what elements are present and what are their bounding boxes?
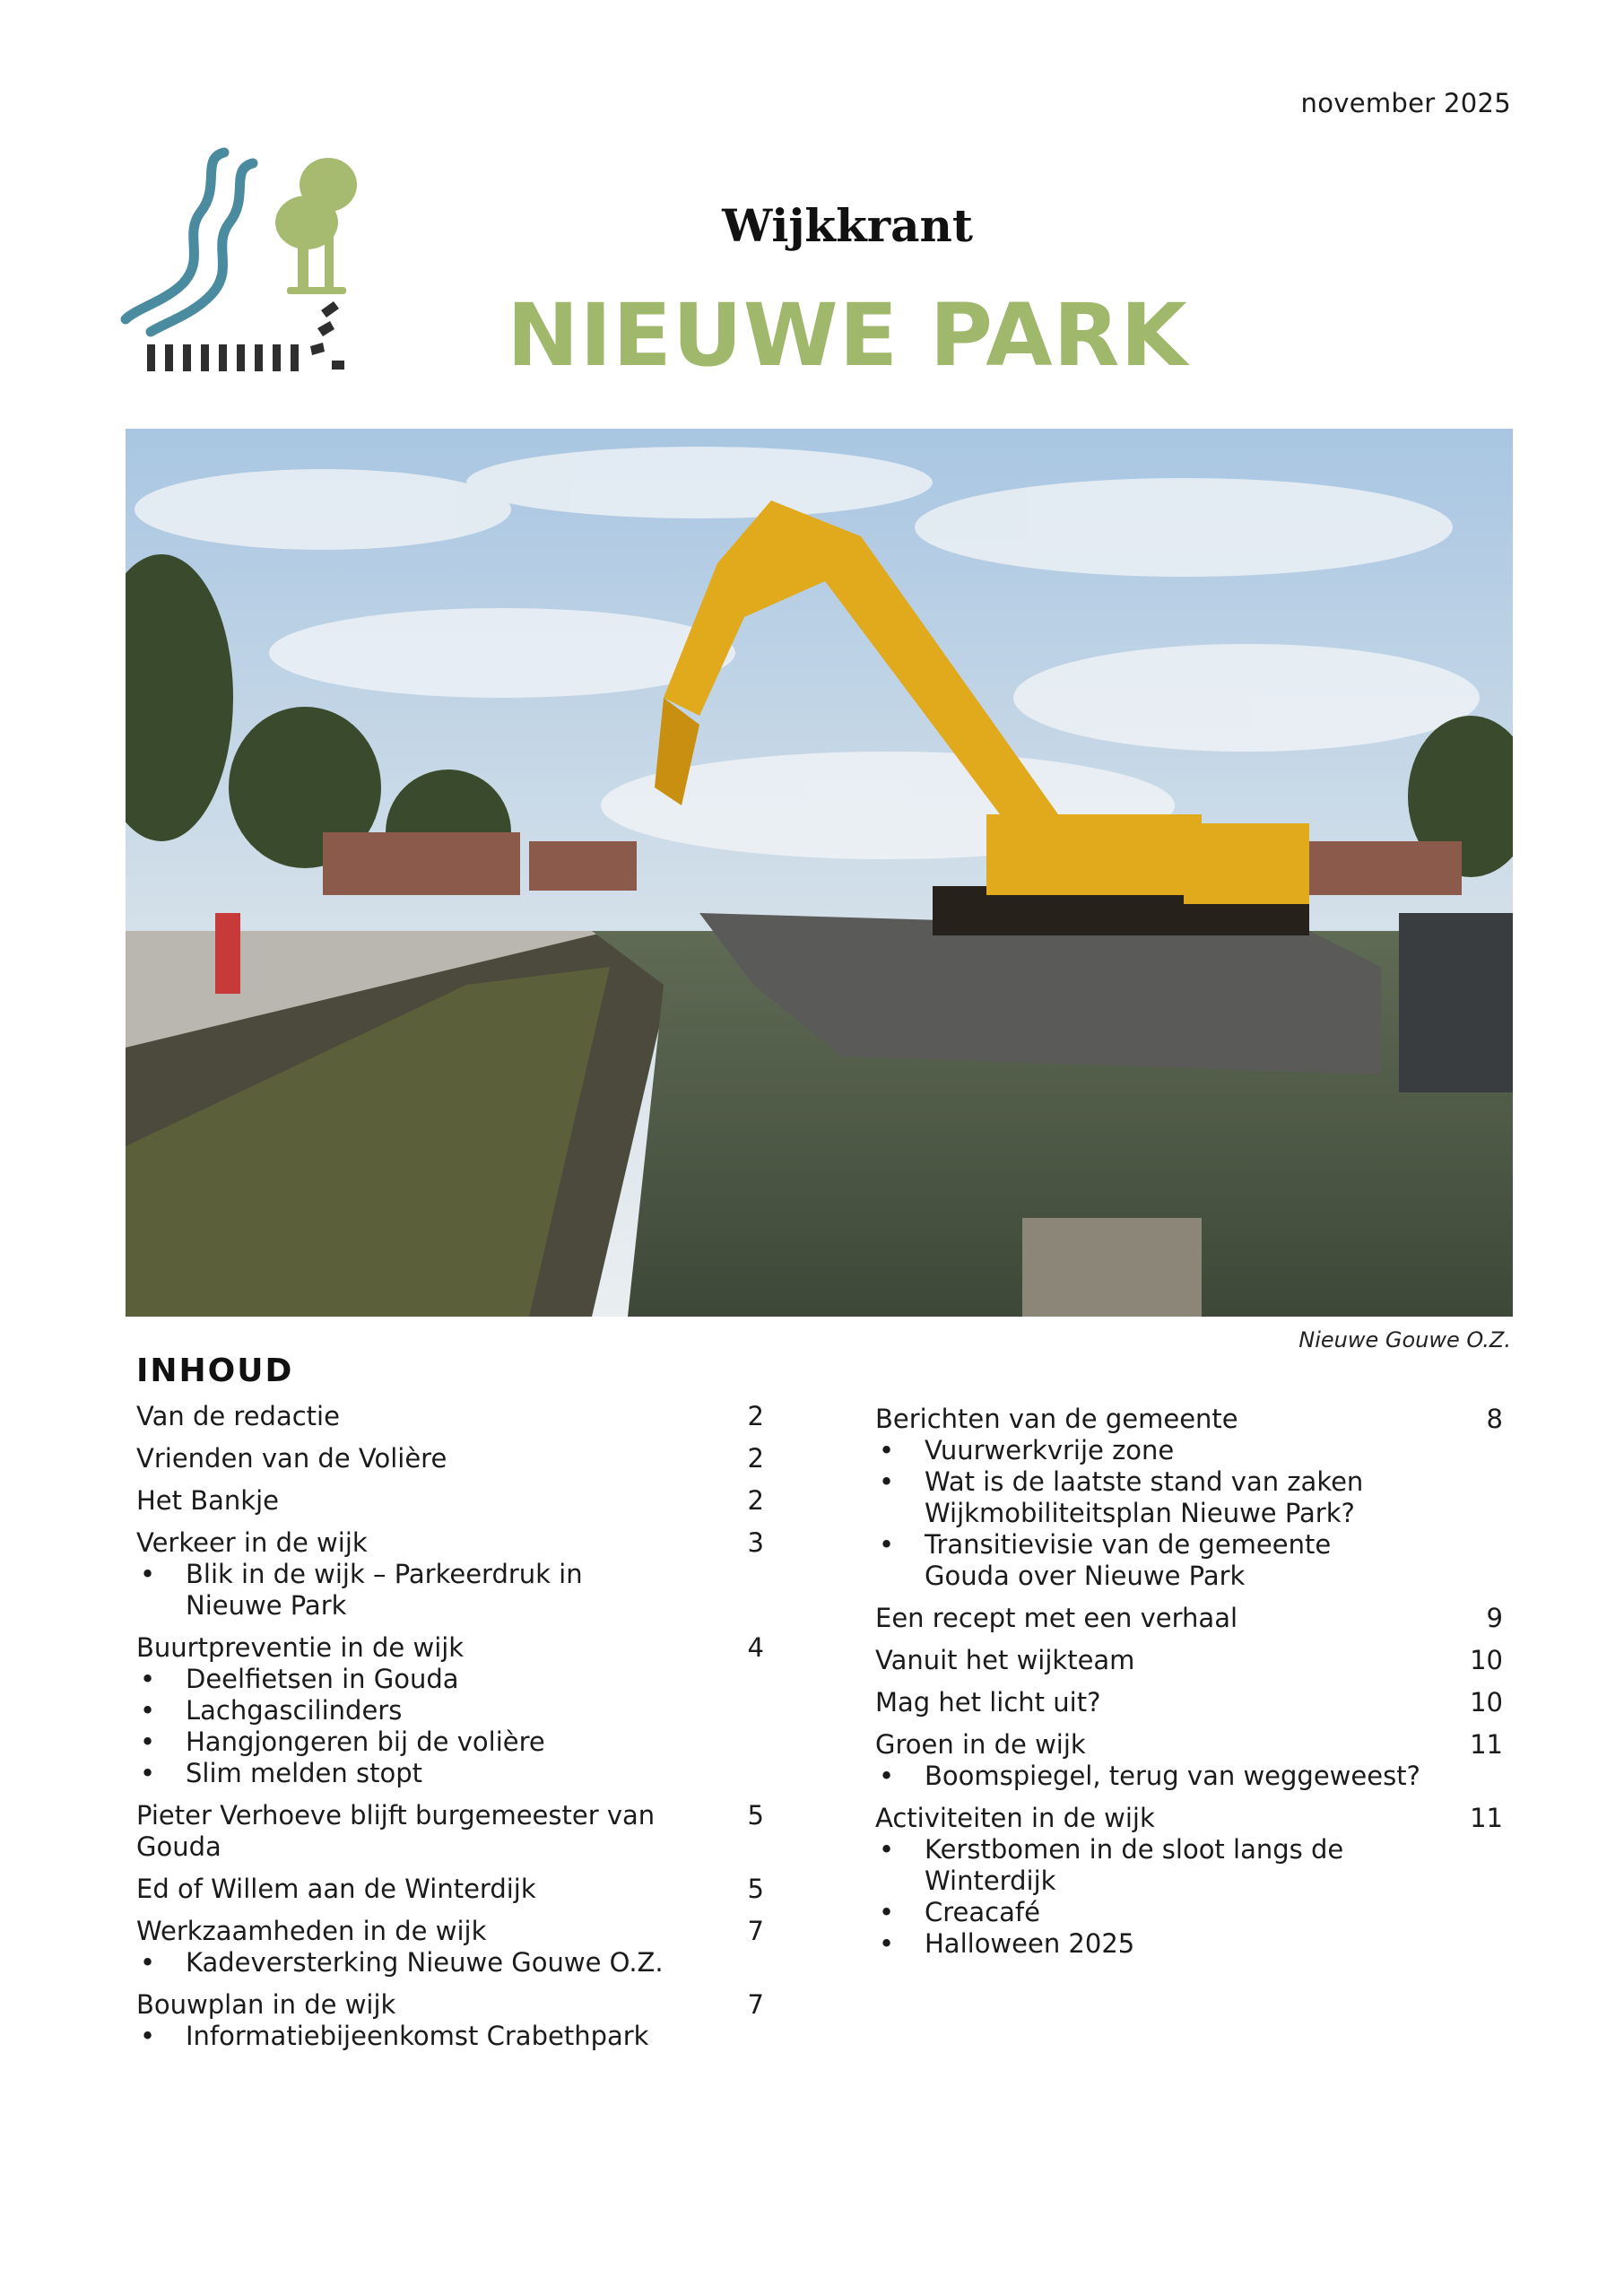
toc-entry [875, 1645, 1503, 1676]
toc-entry-header [136, 1632, 764, 1664]
toc-entry [136, 1485, 764, 1517]
toc-entry-page: 8 [1486, 1404, 1503, 1434]
toc-subentry-text: Blik in de wijk – Parkeerdruk in Nieuwe Park [186, 1559, 583, 1621]
toc-entry-title: Van de redactie [136, 1401, 340, 1431]
toc-entry-header [136, 1443, 764, 1474]
toc-entry-page: 2 [747, 1401, 764, 1431]
toc-entry-header [875, 1729, 1503, 1761]
toc-subentry [136, 2021, 764, 2052]
toc-entry-page: 10 [1470, 1645, 1503, 1675]
toc-entry-title: Vrienden van de Volière [136, 1443, 447, 1474]
toc-subentry [136, 1726, 764, 1758]
bullet-icon: • [879, 1834, 895, 1865]
toc-entry-page: 9 [1486, 1603, 1503, 1633]
toc-entry-page: 2 [747, 1485, 764, 1516]
toc-subentry-text: Creacafé [925, 1897, 1040, 1927]
toc-entry-page: 11 [1470, 1803, 1503, 1833]
toc-entry [875, 1603, 1503, 1634]
toc-entry [136, 1989, 764, 2052]
toc-subentry [136, 1664, 764, 1695]
toc-subentry-text: Lachgascilinders [186, 1695, 403, 1726]
toc-right-column [875, 1404, 1503, 1970]
toc-subentry-text: Transitievisie van de gemeente Gouda over Nieuwe Park [925, 1529, 1332, 1591]
toc-entry [875, 1729, 1503, 1792]
toc-subentry-text: Hangjongeren bij de volière [186, 1726, 545, 1757]
toc-entry [136, 1527, 764, 1622]
toc-subentry [875, 1529, 1503, 1592]
toc-entry-header [875, 1603, 1503, 1634]
toc-entry-page: 3 [747, 1527, 764, 1558]
toc-entry-title: Bouwplan in de wijk [136, 1989, 396, 2020]
toc-entry-header [136, 1800, 764, 1863]
toc-subentry [875, 1761, 1503, 1792]
bullet-icon: • [140, 1695, 156, 1726]
toc-entry-header [136, 1485, 764, 1517]
toc-entry-title: Een recept met een verhaal [875, 1603, 1238, 1633]
toc-entry-header [875, 1803, 1503, 1834]
toc-entry-title: Verkeer in de wijk [136, 1527, 368, 1558]
toc-entry-header [136, 1401, 764, 1432]
bullet-icon: • [140, 2021, 156, 2051]
newspaper-kicker: Wijkkrant [722, 199, 973, 252]
bullet-icon: • [879, 1435, 895, 1465]
toc-subentry [875, 1435, 1503, 1466]
toc-entry-page: 2 [747, 1443, 764, 1474]
toc-entry-page: 5 [747, 1874, 764, 1904]
toc-entry-title: Groen in de wijk [875, 1729, 1086, 1760]
toc-subentry-text: Kerstbomen in de sloot langs de Winterdijk [925, 1834, 1344, 1896]
toc-entry-header [136, 1874, 764, 1905]
toc-entry-header [875, 1687, 1503, 1718]
bullet-icon: • [140, 1664, 156, 1694]
toc-entry [136, 1443, 764, 1474]
toc-subentry-text: Vuurwerkvrije zone [925, 1435, 1175, 1465]
toc-entry-title: Vanuit het wijkteam [875, 1645, 1135, 1675]
toc-subentry [136, 1758, 764, 1789]
bullet-icon: • [879, 1928, 895, 1959]
toc-entry-title: Ed of Willem aan de Winterdijk [136, 1874, 536, 1904]
bullet-icon: • [140, 1726, 156, 1757]
toc-subentry [875, 1466, 1503, 1529]
photo-caption: Nieuwe Gouwe O.Z. [1298, 1327, 1511, 1352]
toc-entry-page: 10 [1470, 1687, 1503, 1718]
toc-entry [136, 1916, 764, 1979]
toc-subentry-text: Boomspiegel, terug van weggeweest? [925, 1761, 1420, 1791]
toc-entry-title: Mag het licht uit? [875, 1687, 1101, 1718]
toc-entry-page: 7 [747, 1916, 764, 1946]
toc-entry-title: Activiteiten in de wijk [875, 1803, 1155, 1833]
toc-entry-title: Berichten van de gemeente [875, 1404, 1238, 1434]
toc-entry-header [136, 1916, 764, 1947]
issue-date: november 2025 [1300, 88, 1511, 118]
toc-entry-title: Werkzaamheden in de wijk [136, 1916, 487, 1946]
cover-photo-excavator-canal [126, 429, 1513, 1317]
toc-entry-page: 5 [747, 1800, 764, 1831]
bullet-icon: • [879, 1761, 895, 1791]
toc-entry-header [136, 1989, 764, 2021]
bullet-icon: • [879, 1466, 895, 1497]
toc-entry-title: Buurtpreventie in de wijk [136, 1632, 465, 1663]
toc-entry [875, 1687, 1503, 1718]
newspaper-title: NIEUWE PARK [507, 285, 1188, 386]
toc-entry-header [875, 1404, 1503, 1435]
toc-entry-title: Pieter Verhoeve blijft burgemeester van Gouda [136, 1800, 656, 1862]
bullet-icon: • [879, 1897, 895, 1927]
toc-entry [136, 1632, 764, 1789]
toc-subentry [875, 1928, 1503, 1960]
toc-entry-header [875, 1645, 1503, 1676]
toc-subentry [875, 1897, 1503, 1928]
toc-entry [136, 1800, 764, 1863]
toc-entry [875, 1404, 1503, 1592]
toc-subentry [875, 1834, 1503, 1897]
bullet-icon: • [140, 1758, 156, 1788]
toc-entry-page: 11 [1470, 1729, 1503, 1760]
toc-entry [136, 1874, 764, 1905]
toc-subentry [136, 1947, 764, 1979]
toc-entry-page: 4 [747, 1632, 764, 1663]
toc-subentry-text: Slim melden stopt [186, 1758, 422, 1788]
toc-entry [136, 1401, 764, 1432]
toc-subentry-text: Informatiebijeenkomst Crabethpark [186, 2021, 649, 2051]
toc-entry-header [136, 1527, 764, 1559]
toc-left-column [136, 1401, 764, 2063]
toc-entry-title: Het Bankje [136, 1485, 279, 1516]
toc-entry-page: 7 [747, 1989, 764, 2020]
bullet-icon: • [140, 1947, 156, 1978]
toc-entry [875, 1803, 1503, 1960]
toc-subentry [136, 1559, 764, 1622]
toc-subentry-text: Wat is de laatste stand van zaken Wijkmobiliteitsplan Nieuwe Park? [925, 1466, 1364, 1528]
toc-subentry-text: Halloween 2025 [925, 1928, 1135, 1959]
toc-subentry-text: Deelfietsen in Gouda [186, 1664, 459, 1694]
bullet-icon: • [140, 1559, 156, 1589]
toc-subentry-text: Kadeversterking Nieuwe Gouwe O.Z. [186, 1947, 664, 1978]
toc-subentry [136, 1695, 764, 1726]
bullet-icon: • [879, 1529, 895, 1560]
toc-heading: INHOUD [136, 1352, 294, 1389]
